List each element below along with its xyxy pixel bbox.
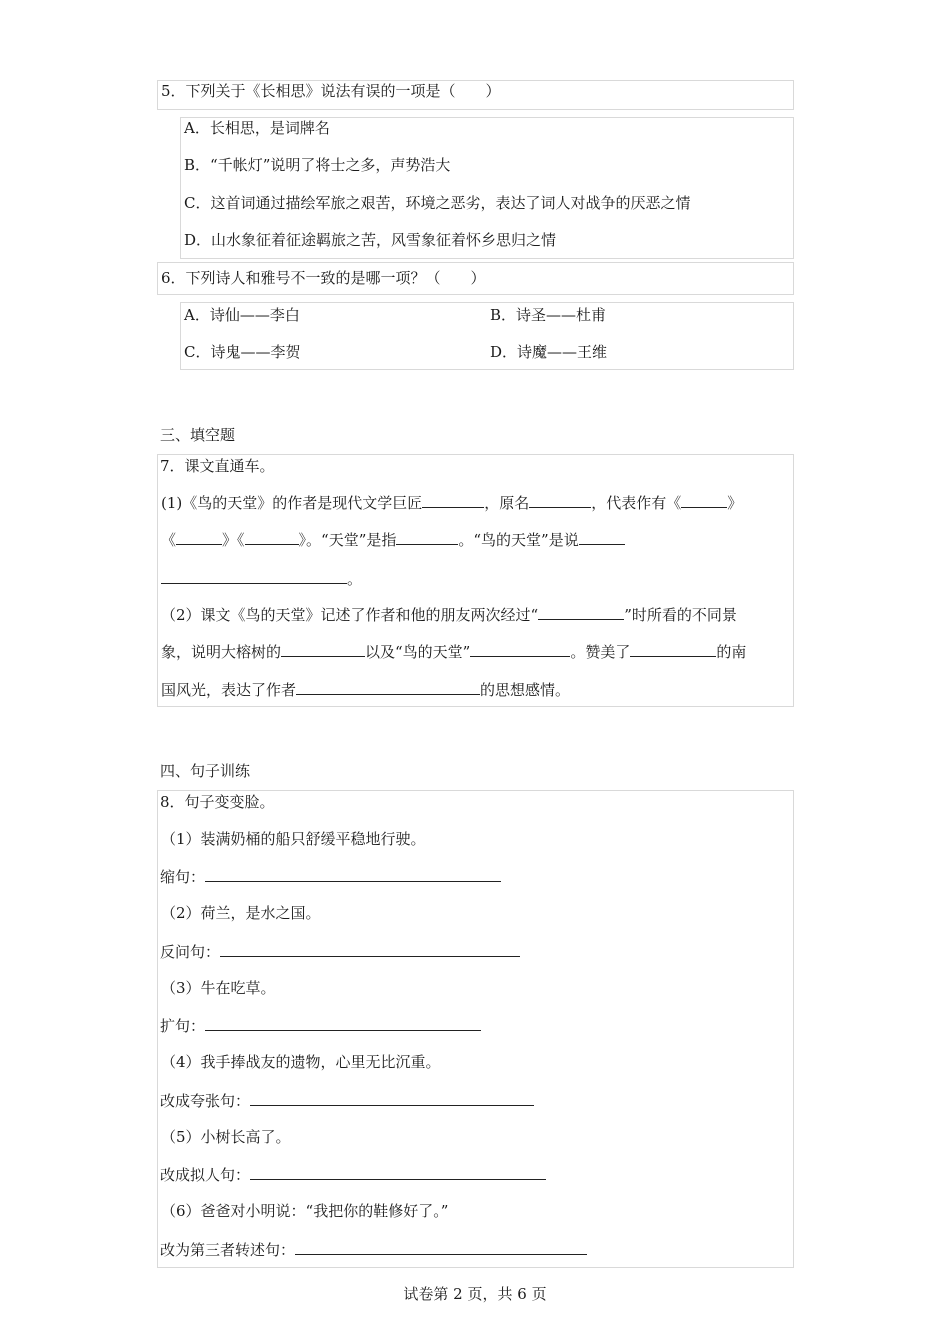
q7-p1-line1 <box>161 492 742 513</box>
q7-blank-work-3[interactable] <box>245 529 299 545</box>
q6-stem: 6．下列诗人和雅号不一致的是哪一项？（ ） <box>161 269 486 287</box>
q7-p2-text-c: 象，说明大榕树的 <box>161 643 282 661</box>
q7-p1-text-g: 》。“天堂”是指 <box>298 531 397 549</box>
q8-answer-line-1[interactable] <box>205 866 501 882</box>
q5-option-d: D．山水象征着征途羁旅之苦，风雪象征着怀乡思归之情 <box>184 231 557 249</box>
q8-answer-row-2 <box>160 941 520 962</box>
q8-answer-line-5[interactable] <box>250 1164 546 1180</box>
section4-title: 四、句子训练 <box>160 762 251 780</box>
q7-p2-text-e: 。赞美了 <box>570 643 631 661</box>
page-footer: 试卷第 2 页，共 6 页 <box>403 1285 547 1303</box>
q5-option-a: A．长相思，是词牌名 <box>184 119 330 137</box>
q7-blank-work-2[interactable] <box>176 529 222 545</box>
q7-p1-text-f: 》《 <box>222 531 245 549</box>
q7-p1-line2 <box>161 529 625 550</box>
q7-p1-text-a: (1)《鸟的天堂》的作者是现代文学巨匠 <box>161 494 423 512</box>
q7-blank-praise[interactable] <box>630 641 716 657</box>
q7-blank-heaven-means[interactable] <box>396 529 458 545</box>
q8-prompt-1: 缩句： <box>160 868 206 886</box>
q8-sentence-4: （4）我手捧战友的遗物，心里无比沉重。 <box>161 1053 441 1071</box>
q7-p1-text-b: ，原名 <box>484 494 530 512</box>
q6-option-a: A．诗仙——李白 <box>184 306 300 324</box>
q8-prompt-2: 反问句： <box>160 943 221 961</box>
q8-sentence-3: （3）牛在吃草。 <box>161 979 276 997</box>
q7-p2-text-g: 国风光，表达了作者 <box>161 681 297 699</box>
q8-answer-row-3 <box>160 1015 481 1036</box>
q6-option-d: D．诗魔——王维 <box>490 343 608 361</box>
q5-option-c: C．这首词通过描绘军旅之艰苦，环境之恶劣，表达了词人对战争的厌恶之情 <box>184 194 691 212</box>
q7-blank-bird-heaven-means-cont[interactable] <box>161 568 347 584</box>
q7-stem: 7．课文直通车。 <box>160 457 275 475</box>
q7-blank-place[interactable] <box>538 604 624 620</box>
q8-answer-row-5 <box>160 1164 546 1185</box>
q7-p1-text-d: 》 <box>727 494 743 512</box>
q7-p2-text-b: ”时所看的不同景 <box>624 606 737 624</box>
q7-p1-text-c: ，代表作有《 <box>591 494 682 512</box>
q8-prompt-6: 改为第三者转述句： <box>160 1241 296 1259</box>
q6-option-c: C．诗鬼——李贺 <box>184 343 301 361</box>
q7-blank-banyan[interactable] <box>281 641 365 657</box>
q8-answer-line-3[interactable] <box>205 1015 481 1031</box>
q7-blank-bird-heaven-means[interactable] <box>579 529 625 545</box>
q7-blank-bird-paradise[interactable] <box>470 641 570 657</box>
q6-option-b: B．诗圣——杜甫 <box>490 306 607 324</box>
q8-answer-row-6 <box>160 1239 587 1260</box>
q8-answer-line-4[interactable] <box>250 1090 534 1106</box>
q8-sentence-6: （6）爸爸对小明说：“我把你的鞋修好了。” <box>161 1202 449 1220</box>
q8-sentence-1: （1）装满奶桶的船只舒缓平稳地行驶。 <box>161 830 426 848</box>
q8-prompt-3: 扩句： <box>160 1017 206 1035</box>
q8-stem: 8．句子变变脸。 <box>160 793 275 811</box>
q8-answer-row-1 <box>160 866 501 887</box>
q7-p1-text-e: 《 <box>161 531 177 549</box>
q7-blank-feeling[interactable] <box>296 679 480 695</box>
q8-answer-line-2[interactable] <box>220 941 520 957</box>
q5-option-b: B．“千帐灯”说明了将士之多，声势浩大 <box>184 156 451 174</box>
q7-p1-text-i: 。 <box>347 570 363 588</box>
q7-blank-original-name[interactable] <box>529 492 591 508</box>
q8-sentence-2: （2）荷兰，是水之国。 <box>161 904 321 922</box>
q8-sentence-5: （5）小树长高了。 <box>161 1128 291 1146</box>
q7-p2-text-a: （2）课文《鸟的天堂》记述了作者和他的朋友两次经过“ <box>161 606 539 624</box>
q7-p2-text-f: 的南 <box>716 643 747 661</box>
q7-p2-line2 <box>161 641 746 662</box>
q7-p2-line3 <box>161 679 570 700</box>
q7-p1-line3 <box>161 568 362 589</box>
q7-p2-line1 <box>161 604 737 625</box>
q8-answer-row-4 <box>160 1090 534 1111</box>
section3-title: 三、填空题 <box>160 426 236 444</box>
q7-blank-author[interactable] <box>422 492 484 508</box>
q7-p1-text-h: 。“鸟的天堂”是说 <box>458 531 579 549</box>
q7-p2-text-h: 的思想感情。 <box>480 681 571 699</box>
q7-blank-work-1[interactable] <box>681 492 727 508</box>
q7-p2-text-d: 以及“鸟的天堂” <box>365 643 471 661</box>
q8-prompt-5: 改成拟人句： <box>160 1166 251 1184</box>
q8-answer-line-6[interactable] <box>295 1239 587 1255</box>
q8-prompt-4: 改成夸张句： <box>160 1092 251 1110</box>
q5-stem: 5．下列关于《长相思》说法有误的一项是（ ） <box>161 82 501 100</box>
